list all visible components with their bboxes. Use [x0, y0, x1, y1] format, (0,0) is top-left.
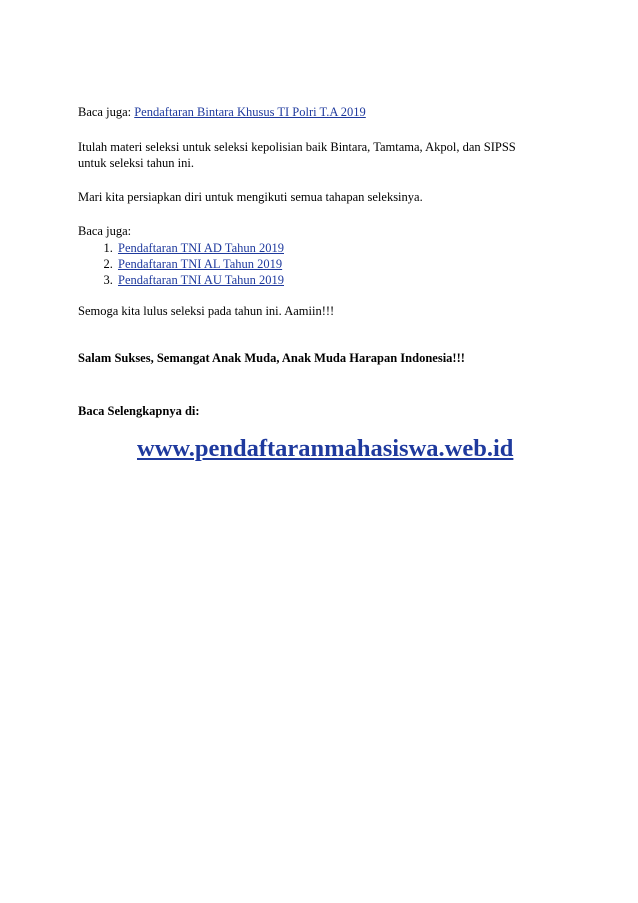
paragraph-1-line-2: untuk seleksi tahun ini. — [78, 156, 194, 170]
link-tni-ad[interactable]: Pendaftaran TNI AD Tahun 2019 — [118, 241, 284, 255]
selengkapnya-text: Baca Selengkapnya di: — [78, 404, 200, 418]
salam-text: Salam Sukses, Semangat Anak Muda, Anak Muda Harapan Indonesia!!! — [78, 351, 465, 365]
paragraph-1-line-1: Itulah materi seleksi untuk seleksi kepolisian baik Bintara, Tamtama, Akpol, dan SIPSS — [78, 140, 516, 154]
baca-juga-line — [78, 104, 366, 120]
paragraph-2: Mari kita persiapkan diri untuk mengikuti semua tahapan seleksinya. — [78, 190, 423, 204]
link-tni-al[interactable]: Pendaftaran TNI AL Tahun 2019 — [118, 257, 283, 271]
baca-juga-prefix: Baca juga: — [78, 105, 135, 119]
list-item — [116, 272, 284, 288]
link-tni-au[interactable]: Pendaftaran TNI AU Tahun 2019 — [118, 273, 284, 287]
closing-text: Semoga kita lulus seleksi pada tahun ini. Aamiin!!! — [78, 304, 335, 318]
list-item — [116, 240, 284, 256]
tni-links-list — [78, 240, 284, 288]
website-link[interactable]: www.pendaftaranmahasiswa.web.id — [137, 435, 514, 462]
baca-juga-label: Baca juga: — [78, 224, 132, 238]
link-bintara-khusus-ti-polri[interactable]: Pendaftaran Bintara Khusus TI Polri T.A 2019 — [134, 105, 366, 119]
list-item — [116, 256, 284, 272]
